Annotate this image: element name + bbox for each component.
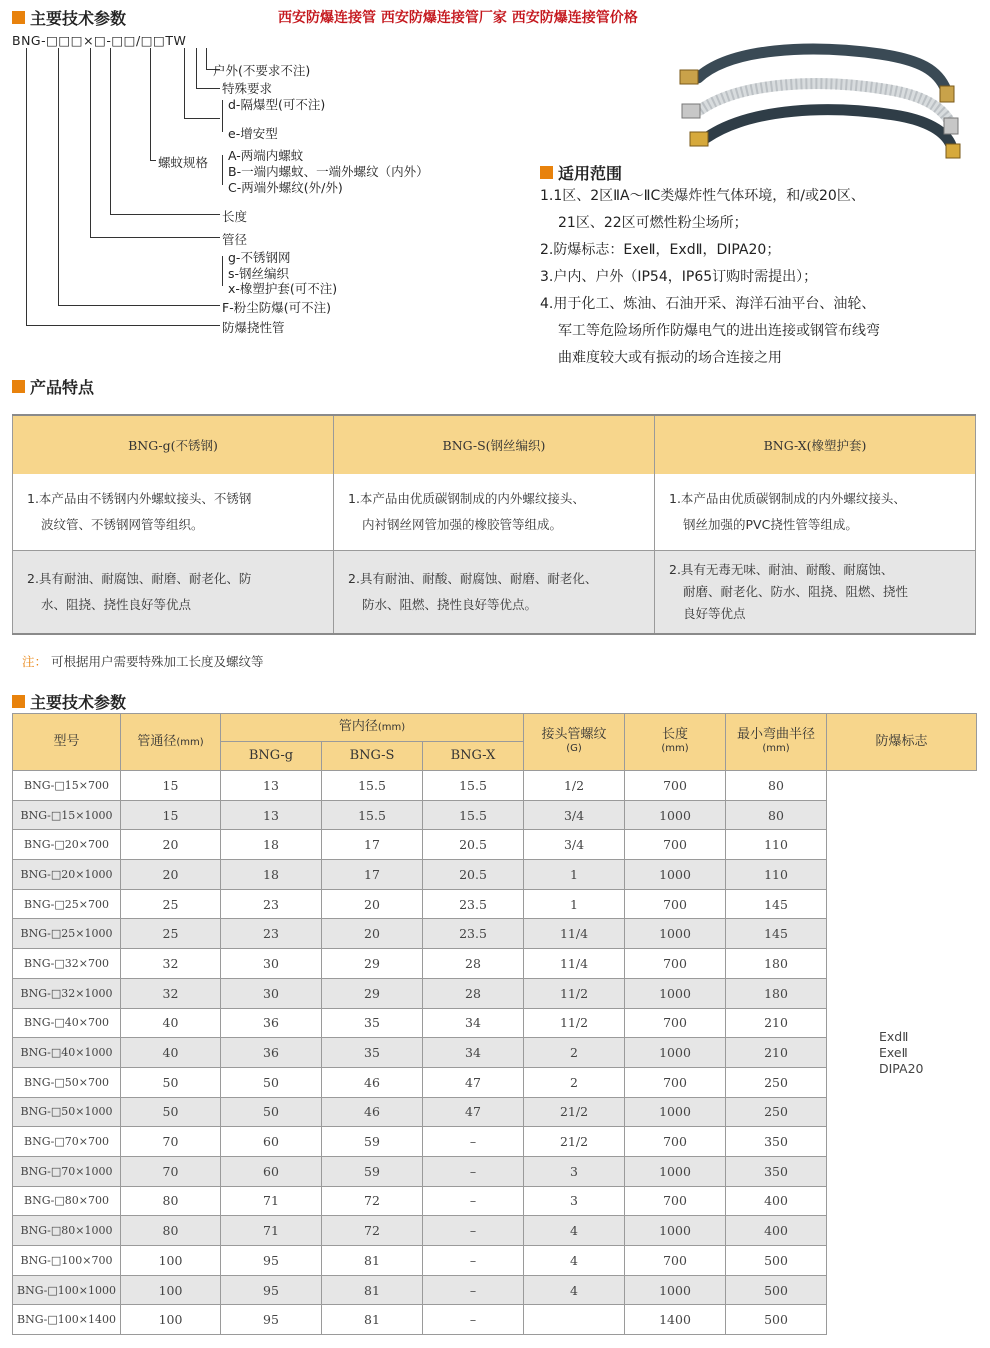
- table-cell: 15.5: [423, 771, 524, 801]
- table-cell: 17: [322, 830, 423, 860]
- table-cell: 100: [121, 1246, 221, 1276]
- explosion-mark-line: DIPA20: [879, 1060, 924, 1076]
- table-cell: 15.5: [322, 771, 423, 801]
- table-cell: 4: [524, 1216, 625, 1246]
- table-cell: 34: [423, 1008, 524, 1038]
- code-label-steel-mesh: g-不锈钢网: [228, 250, 291, 265]
- table-cell: 700: [625, 889, 726, 919]
- table-cell: 250: [726, 1067, 827, 1097]
- model-code: [12, 33, 186, 48]
- table-cell: 47: [423, 1097, 524, 1127]
- table-cell: BNG-□80×700: [13, 1186, 121, 1216]
- table-cell: 700: [625, 771, 726, 801]
- specs-title-text: 主要技术参数: [30, 693, 127, 712]
- section-marker-icon: [12, 380, 25, 393]
- col-nominal: 管通径(mm): [121, 714, 221, 771]
- table-cell: 1400: [625, 1305, 726, 1335]
- table-cell: 11/4: [524, 919, 625, 949]
- table-cell: 81: [322, 1305, 423, 1335]
- code-label-flexible-pipe: 防爆挠性管: [222, 320, 285, 335]
- table-cell: 25: [121, 919, 221, 949]
- table-cell: 81: [322, 1246, 423, 1276]
- col-inner-s: BNG-S: [322, 742, 423, 771]
- table-cell: 28: [423, 949, 524, 979]
- table-cell: –: [423, 1186, 524, 1216]
- table-cell: 2: [524, 1038, 625, 1068]
- table-cell: 36: [221, 1038, 322, 1068]
- table-cell: 46: [322, 1097, 423, 1127]
- section-title-specs: [12, 690, 126, 713]
- scope-line: 1.1区、2区ⅡA～ⅡC类爆炸性气体环境，和/或20区、: [540, 188, 865, 204]
- hose-product-image: [670, 30, 970, 160]
- code-label-increased-safety: e-增安型: [228, 126, 278, 141]
- code-label-thread-c: C-两端外螺纹(外/外): [228, 180, 343, 195]
- features-cell: 2.具有无毒无味、耐油、耐酸、耐腐蚀、 耐磨、耐老化、防水、阻挠、阻燃、挠性 良好等优点: [655, 551, 976, 635]
- scope-title-text: 适用范围: [558, 164, 623, 183]
- table-cell: BNG-□40×700: [13, 1008, 121, 1038]
- code-label-diameter: 管径: [222, 232, 248, 247]
- table-cell: 1: [524, 889, 625, 919]
- table-cell: 500: [726, 1275, 827, 1305]
- table-cell: 25: [121, 889, 221, 919]
- table-cell: 1000: [625, 1216, 726, 1246]
- table-cell: 3: [524, 1186, 625, 1216]
- table-cell: 95: [221, 1275, 322, 1305]
- table-cell: 145: [726, 889, 827, 919]
- table-cell: BNG-□20×700: [13, 830, 121, 860]
- table-cell: BNG-□70×700: [13, 1127, 121, 1157]
- features-cell: 2.具有耐油、耐酸、耐腐蚀、耐磨、耐老化、 防水、阻燃、挠性良好等优点。: [334, 551, 655, 635]
- table-cell: 1: [524, 860, 625, 890]
- table-cell: 1000: [625, 919, 726, 949]
- table-cell: 28: [423, 978, 524, 1008]
- table-cell: 1000: [625, 1097, 726, 1127]
- table-cell: 95: [221, 1246, 322, 1276]
- table-cell: 700: [625, 830, 726, 860]
- table-cell: –: [423, 1275, 524, 1305]
- table-cell: 4: [524, 1275, 625, 1305]
- scope-line: 曲难度较大或有振动的场合连接之用: [558, 350, 782, 366]
- table-cell: 71: [221, 1216, 322, 1246]
- table-cell: 180: [726, 978, 827, 1008]
- code-suffix: TW: [165, 33, 187, 48]
- table-cell: 60: [221, 1127, 322, 1157]
- features-header-x: BNG-X(橡塑护套): [655, 415, 976, 474]
- table-cell: 1000: [625, 1156, 726, 1186]
- note-label: 注：: [22, 654, 48, 669]
- table-cell: 15.5: [423, 800, 524, 830]
- table-cell: 50: [121, 1067, 221, 1097]
- table-cell: 32: [121, 949, 221, 979]
- features-header-g: BNG-g(不锈钢): [13, 415, 334, 474]
- col-inner-x: BNG-X: [423, 742, 524, 771]
- features-header-s: BNG-S(钢丝编织): [334, 415, 655, 474]
- table-cell: 20.5: [423, 860, 524, 890]
- table-cell: 23: [221, 889, 322, 919]
- table-cell: 2: [524, 1067, 625, 1097]
- table-cell: BNG-□40×1000: [13, 1038, 121, 1068]
- table-cell: 3/4: [524, 800, 625, 830]
- table-cell: 1000: [625, 1038, 726, 1068]
- features-table: [12, 414, 976, 635]
- scope-line: 4.用于化工、炼油、石油开采、海洋石油平台、油轮、: [540, 296, 876, 312]
- table-cell: –: [423, 1246, 524, 1276]
- table-cell: 50: [221, 1067, 322, 1097]
- features-title-text: 产品特点: [30, 378, 95, 397]
- table-cell: 700: [625, 949, 726, 979]
- code-label-length: 长度: [222, 209, 248, 224]
- section-title-features: [12, 375, 94, 398]
- table-cell: BNG-□100×1400: [13, 1305, 121, 1335]
- code-times: ×: [83, 33, 95, 48]
- table-cell: 30: [221, 949, 322, 979]
- table-cell: BNG-□25×1000: [13, 919, 121, 949]
- table-cell: –: [423, 1156, 524, 1186]
- table-cell: 145: [726, 919, 827, 949]
- table-cell: 23: [221, 919, 322, 949]
- table-cell: 4: [524, 1246, 625, 1276]
- table-cell: 210: [726, 1008, 827, 1038]
- table-cell: [524, 1305, 625, 1335]
- table-cell: 50: [121, 1097, 221, 1127]
- table-cell: BNG-□20×1000: [13, 860, 121, 890]
- table-cell: 11/2: [524, 978, 625, 1008]
- table-cell: –: [423, 1305, 524, 1335]
- section-title-text: 主要技术参数: [30, 9, 127, 28]
- table-cell: BNG-□50×700: [13, 1067, 121, 1097]
- table-cell: 20: [322, 919, 423, 949]
- table-cell: 500: [726, 1246, 827, 1276]
- table-cell: 17: [322, 860, 423, 890]
- table-cell: 29: [322, 978, 423, 1008]
- table-cell: BNG-□15×700: [13, 771, 121, 801]
- section-marker-icon: [12, 695, 25, 708]
- code-prefix: BNG-: [12, 33, 47, 48]
- code-label-flameproof: d-隔爆型(可不注): [228, 97, 326, 112]
- scope-line: 军工等危险场所作防爆电气的进出连接或钢管布线弯: [558, 323, 880, 339]
- table-cell: 80: [121, 1186, 221, 1216]
- scope-line: 2.防爆标志：ExeⅡ，ExdⅡ，DIPA20；: [540, 242, 781, 258]
- table-cell: 20: [322, 889, 423, 919]
- table-cell: 350: [726, 1156, 827, 1186]
- table-cell: 3/4: [524, 830, 625, 860]
- table-cell: 35: [322, 1038, 423, 1068]
- table-cell: 18: [221, 830, 322, 860]
- section-title-specs-top: [12, 6, 126, 29]
- code-label-thread-spec: 螺蚊规格: [158, 155, 209, 170]
- code-label-special: 特殊要求: [222, 81, 273, 96]
- table-cell: 13: [221, 800, 322, 830]
- table-cell: 60: [221, 1156, 322, 1186]
- table-cell: 80: [726, 800, 827, 830]
- table-cell: 110: [726, 830, 827, 860]
- table-cell: 46: [322, 1067, 423, 1097]
- table-cell: BNG-□25×700: [13, 889, 121, 919]
- code-label-thread-a: A-两端内螺蚊: [228, 148, 304, 163]
- specs-table: [12, 713, 977, 1335]
- table-cell: BNG-□32×700: [13, 949, 121, 979]
- table-cell: 59: [322, 1156, 423, 1186]
- table-cell: 11/4: [524, 949, 625, 979]
- col-inner-g: BNG-g: [221, 742, 322, 771]
- table-cell: 72: [322, 1186, 423, 1216]
- table-cell: 700: [625, 1008, 726, 1038]
- features-cell: 1.本产品由不锈钢内外螺蚊接头、不锈钢 波纹管、不锈钢网管等组织。: [13, 474, 334, 551]
- table-cell: 700: [625, 1186, 726, 1216]
- table-cell: 20: [121, 860, 221, 890]
- table-cell: 400: [726, 1186, 827, 1216]
- code-label-plastic-sheath: x-橡塑护套(可不注): [228, 281, 338, 296]
- table-cell: BNG-□70×1000: [13, 1156, 121, 1186]
- table-cell: 40: [121, 1038, 221, 1068]
- section-marker-icon: [12, 11, 25, 24]
- table-cell: 23.5: [423, 889, 524, 919]
- table-cell: 59: [322, 1127, 423, 1157]
- table-cell: 95: [221, 1305, 322, 1335]
- col-radius: 最小弯曲半径 (mm): [726, 714, 827, 771]
- table-cell: 36: [221, 1008, 322, 1038]
- table-cell: 80: [726, 771, 827, 801]
- code-middle: □-□□/□□: [94, 33, 166, 48]
- table-cell: 100: [121, 1275, 221, 1305]
- table-cell: 70: [121, 1156, 221, 1186]
- note-text: 可根据用户需要特殊加工长度及螺纹等: [51, 654, 264, 669]
- table-cell: 180: [726, 949, 827, 979]
- table-cell: 47: [423, 1067, 524, 1097]
- table-cell: 15.5: [322, 800, 423, 830]
- table-cell: 210: [726, 1038, 827, 1068]
- table-cell: 70: [121, 1127, 221, 1157]
- table-cell: 80: [121, 1216, 221, 1246]
- table-cell: 100: [121, 1305, 221, 1335]
- explosion-mark-line: ExdⅡ: [879, 1028, 909, 1044]
- table-row: [13, 771, 977, 801]
- table-cell: –: [423, 1216, 524, 1246]
- table-cell: 72: [322, 1216, 423, 1246]
- features-cell: 2.具有耐油、耐腐蚀、耐磨、耐老化、防 水、阻挠、挠性良好等优点: [13, 551, 334, 635]
- header-banner: 西安防爆连接管 西安防爆连接管厂家 西安防爆连接管价格: [278, 10, 638, 26]
- table-cell: 1000: [625, 978, 726, 1008]
- table-cell: 34: [423, 1038, 524, 1068]
- table-cell: –: [423, 1127, 524, 1157]
- table-cell: BNG-□32×1000: [13, 978, 121, 1008]
- table-cell: 15: [121, 800, 221, 830]
- table-cell: 35: [322, 1008, 423, 1038]
- table-cell: 500: [726, 1305, 827, 1335]
- table-cell: 1/2: [524, 771, 625, 801]
- scope-line: 21区、22区可燃性粉尘场所；: [558, 215, 748, 231]
- table-cell: 700: [625, 1127, 726, 1157]
- table-cell: BNG-□100×700: [13, 1246, 121, 1276]
- table-cell: 23.5: [423, 919, 524, 949]
- code-label-dust-proof: F-粉尘防爆(可不注): [222, 300, 331, 315]
- table-cell: 700: [625, 1246, 726, 1276]
- code-boxes: □□□: [46, 33, 84, 48]
- table-cell: 40: [121, 1008, 221, 1038]
- section-title-scope: [540, 161, 622, 184]
- features-cell: 1.本产品由优质碳钢制成的内外螺纹接头、 钢丝加强的PVC挠性管等组成。: [655, 474, 976, 551]
- explosion-mark-line: ExeⅡ: [879, 1044, 908, 1060]
- table-cell: 21/2: [524, 1097, 625, 1127]
- scope-list: [540, 183, 980, 372]
- table-cell: 400: [726, 1216, 827, 1246]
- code-label-steel-braid: s-钢丝编织: [228, 266, 290, 281]
- table-cell: BNG-□80×1000: [13, 1216, 121, 1246]
- col-inner: 管内径(mm): [221, 714, 524, 742]
- table-cell: 11/2: [524, 1008, 625, 1038]
- table-cell: 350: [726, 1127, 827, 1157]
- section-marker-icon: [540, 166, 553, 179]
- table-cell: 32: [121, 978, 221, 1008]
- table-cell: 71: [221, 1186, 322, 1216]
- table-cell: 1000: [625, 1275, 726, 1305]
- table-cell: BNG-□50×1000: [13, 1097, 121, 1127]
- table-cell: 15: [121, 771, 221, 801]
- col-model: 型号: [13, 714, 121, 771]
- table-cell: 250: [726, 1097, 827, 1127]
- table-cell: 30: [221, 978, 322, 1008]
- col-length: 长度 (mm): [625, 714, 726, 771]
- table-cell: 18: [221, 860, 322, 890]
- col-thread: 接头管螺纹 (G): [524, 714, 625, 771]
- table-cell: 81: [322, 1275, 423, 1305]
- table-cell: BNG-□15×1000: [13, 800, 121, 830]
- scope-line: 3.户内、户外（IP54，IP65订购时需提出）；: [540, 269, 818, 285]
- table-cell: 50: [221, 1097, 322, 1127]
- table-cell: BNG-□100×1000: [13, 1275, 121, 1305]
- code-label-outdoor: 户外(不要求不注): [213, 63, 311, 78]
- col-mark: 防爆标志: [827, 714, 977, 771]
- features-note: [22, 652, 264, 670]
- table-cell: 20: [121, 830, 221, 860]
- table-cell: 1000: [625, 800, 726, 830]
- explosion-mark-cell: [827, 771, 977, 1335]
- table-cell: 110: [726, 860, 827, 890]
- table-cell: 700: [625, 1067, 726, 1097]
- table-cell: 3: [524, 1156, 625, 1186]
- table-cell: 29: [322, 949, 423, 979]
- table-cell: 20.5: [423, 830, 524, 860]
- table-cell: 13: [221, 771, 322, 801]
- code-label-thread-b: B-一端内螺蚊、一端外螺纹（内外）: [228, 164, 429, 179]
- table-cell: 1000: [625, 860, 726, 890]
- table-cell: 21/2: [524, 1127, 625, 1157]
- features-cell: 1.本产品由优质碳钢制成的内外螺纹接头、 内衬钢丝网管加强的橡胶管等组成。: [334, 474, 655, 551]
